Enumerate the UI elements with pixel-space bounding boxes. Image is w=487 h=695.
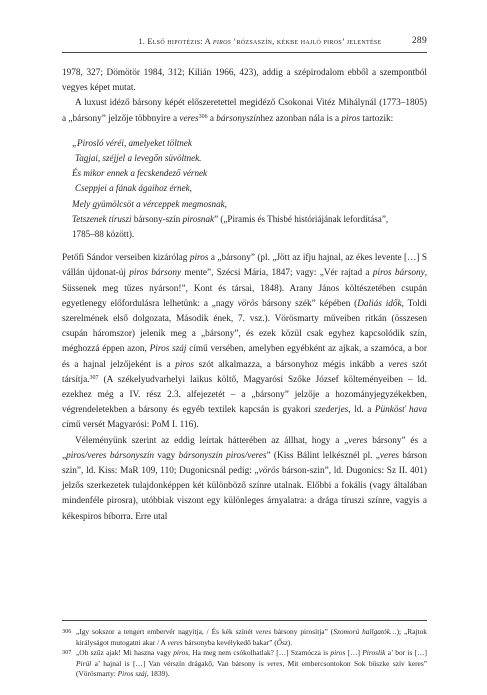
italic-text: Szomorú hallgatók… xyxy=(333,627,397,636)
text: , 1839). xyxy=(146,669,170,679)
poem-line xyxy=(72,212,427,227)
text: a’ bor is […] xyxy=(385,648,427,658)
poem-text: És mikor ennek a fecskendező vérnek xyxy=(72,168,208,179)
text: tartozik: xyxy=(360,113,394,124)
text: , Süssenek meg tűzes nyárson!”, Kont és társai, 1848). Arany János költészetében csupán egyetlenegy előfordulásra lelhetünk: a „nagy xyxy=(62,268,427,309)
text: , ld. a xyxy=(348,405,375,416)
running-title xyxy=(62,37,412,46)
header-rule xyxy=(62,52,427,53)
title-suffix: ‘rózsaszín, kékbe hajló piros’ jelentése xyxy=(231,36,382,46)
italic-text: Pirúl xyxy=(76,658,92,668)
italic-text: piros bársony xyxy=(129,268,182,279)
italic-text: piros xyxy=(175,359,194,370)
italic-text: veres xyxy=(267,658,283,668)
poem-text: Tagjai, széjjel a levegőn süvöltnek. xyxy=(75,153,202,164)
italic-text: Ősz xyxy=(276,637,288,647)
poem-line xyxy=(72,227,427,242)
poem-text: 1785–88 között). xyxy=(72,229,135,240)
text: a „bársony” (pl. „Jött az ifju hajnal, az ékes levente […] S vállán újdonat-új xyxy=(62,253,427,279)
italic-text: piros bársony xyxy=(372,268,425,279)
text: A luxust idéző bársony képét előszeretettel megidéző Csokonai Vitéz Mihálynál (1773–1805) a „bársony” jelzője többnyire a xyxy=(62,98,427,124)
text: bársony” és a „ xyxy=(62,435,428,461)
italic-text: vörös xyxy=(258,466,280,477)
poem-text: Cseppjei a fának ágaihoz érnek, xyxy=(75,183,192,194)
text: a xyxy=(207,113,217,124)
text: Véleményünk szerint az eddig leírtak hátterében az állhat, hogy a „ xyxy=(75,435,349,446)
text: című versében, amelyben egyébként az ajkak, a szamóca, a bor és a hajnal jelzőjeként is a xyxy=(62,344,427,370)
title-prefix: 1. Első hipotézis: A xyxy=(138,36,213,46)
text: (A székelyudvarhelyi laikus költő, Magyarósi Szőke József költeményeiben – ld. ezekhez még a IV. rész 2.3. alfejezetét – a „bársony” jelzője a hozományjegyzékekben, végrendeletekben a bársony és egyéb textilek kapcsán is gyakori xyxy=(62,374,427,416)
poem-line xyxy=(72,181,427,196)
italic-text: vörös xyxy=(237,298,259,309)
paragraph-1: 1978, 327; Dömötör 1984, 312; Kilián 1966, 423), addig a szépirodalom ebből a szempontból vegyes képet mutat. xyxy=(62,68,427,94)
italic-text: Piros száj xyxy=(117,669,147,679)
text: Petőfi Sándor verseiben kizárólag xyxy=(62,253,190,264)
text: bársony pirosítja” ( xyxy=(271,627,334,636)
italic-text: piros xyxy=(341,113,361,124)
poem-line xyxy=(72,166,427,181)
footnote xyxy=(62,648,427,680)
poem-line xyxy=(72,151,427,166)
italic-text: veres xyxy=(388,359,408,370)
text: hez azonban nála is a xyxy=(260,113,342,124)
text: bársonyba kevélykedő bakar” ( xyxy=(182,637,277,647)
italic-text: piros xyxy=(173,648,189,658)
paragraph-2 xyxy=(62,96,427,126)
text: „Oh szűz ajak! Mi haszna vagy xyxy=(76,648,174,658)
italic-text: Piros száj xyxy=(149,344,187,355)
italic-text: veres xyxy=(255,627,272,636)
text: vagy xyxy=(154,450,179,461)
title-italic: piros xyxy=(212,36,232,46)
poem-text: Tetszenek tíruszi xyxy=(72,213,132,224)
spacer xyxy=(62,242,427,251)
poem-text: pirosnak xyxy=(182,213,215,224)
text: szót alkalmazza, a bársonyhoz mégis inkább a xyxy=(193,359,389,370)
italic-text: veres xyxy=(379,450,400,461)
running-header xyxy=(62,34,427,48)
italic-text: veres xyxy=(179,113,199,124)
main-text xyxy=(62,66,427,525)
italic-text: piros/veres bársonyszín xyxy=(66,450,155,461)
italic-text: bársonyszín xyxy=(216,113,261,124)
footnote-number: 306 xyxy=(62,628,72,635)
text: a’ hajnal is […] Van vérszín drágakő, Van bársony is xyxy=(91,658,268,668)
footnotes xyxy=(62,620,427,680)
page-number: 289 xyxy=(411,36,427,46)
paragraph-4 xyxy=(62,434,427,525)
text: ); „Rajtok királyságot mutogatni akar / A xyxy=(76,627,427,647)
text: […] xyxy=(345,648,363,658)
italic-text: veres xyxy=(167,637,183,647)
text: , Toldi szerelmének első dolgozata, Második ének, 7. vsz.). Vörösmarty műveiben ritkán (összesen csupán háromszor) jelenik meg a „bársony”, és ezek közül csak egyhez kapcsolódik szín, méghozzá éppen azon, xyxy=(62,298,427,355)
footnote-ref[interactable]: 306 xyxy=(198,113,208,120)
text: szót társítja. xyxy=(62,359,428,385)
italic-text: Daliás idők xyxy=(357,298,402,309)
text: , Ha meg nem csókolhatlak? […] Szamócza is xyxy=(188,648,331,658)
italic-text: Pünkösť hava xyxy=(374,405,428,416)
text: ). xyxy=(287,637,293,647)
text: ” (Kiss Bálint lelkésznél pl. „ xyxy=(266,450,380,461)
italic-text: piros xyxy=(189,253,209,264)
italic-text: szederjes xyxy=(314,405,349,416)
footnote-text xyxy=(76,627,427,648)
italic-text: bársonyszín piros/veres xyxy=(178,450,267,461)
paragraph-3 xyxy=(62,251,427,433)
poem-text: Mely gyümölcsöt a vérceppek megmosnak, xyxy=(72,198,227,209)
footnote xyxy=(62,627,427,648)
text: , Mit embercsontokon Sok büszke szív keres” (Vörösmarty: xyxy=(76,658,427,679)
spacer xyxy=(62,127,427,136)
text: bárson szin”, ld. Kiss: MaR 109, 110; Dugonicsnál pedig: „ xyxy=(62,450,428,477)
footnote-ref[interactable]: 307 xyxy=(89,374,99,381)
footnote-number: 307 xyxy=(62,649,72,657)
italic-text: Piroslik xyxy=(362,648,386,658)
text: mente”, Szécsi Mária, 1847; vagy: „Vér rajtad a xyxy=(181,268,373,279)
poem-text: „Pirosló véréi, amelyeket töltnek xyxy=(72,137,192,148)
poem-line xyxy=(72,197,427,212)
poem-text: bársony-szín xyxy=(131,213,183,224)
poem-line xyxy=(72,136,427,151)
poem-quote xyxy=(62,136,427,242)
italic-text: piros xyxy=(330,648,346,658)
italic-text: veres xyxy=(348,435,368,446)
text: című versét Magyarósi: PoM I. 116). xyxy=(62,420,199,431)
text: bársony szék” képében ( xyxy=(258,298,358,309)
footnote-text xyxy=(76,648,427,680)
text: „Igy sokszor a tengert embervér nagyítja, / És kék színét xyxy=(76,627,256,636)
text: bárson-szin”, ld. Dugonics: Sz II. 401) jelzős szerkezetek tulajdonképpen két különböző színre utalnak. Előbbi a fokális (vagy általában mindenféle pirosra), utóbbiak viszont egy különleges árnyalatra: a drága tíruszi színre, vagyis a kékespiros bíborra. Erre utal xyxy=(62,466,427,522)
poem-text: ” („Piramis és Thisbé históriájának lefordítása”, xyxy=(214,213,389,224)
